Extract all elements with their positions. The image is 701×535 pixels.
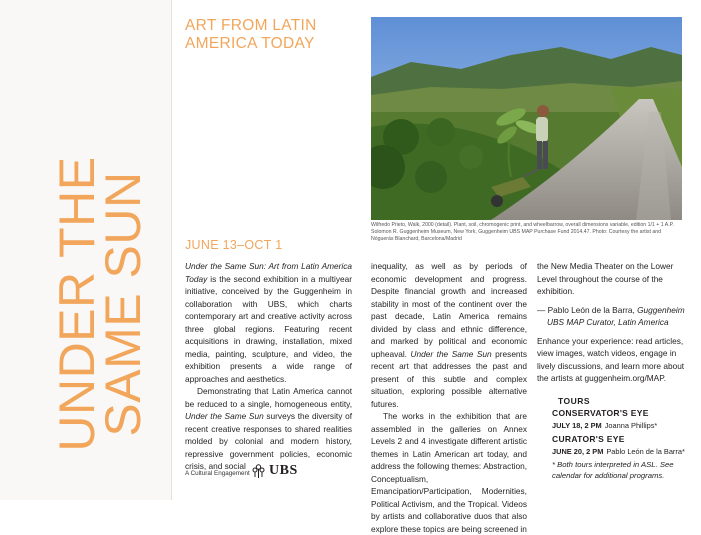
exhibition-title-italic: Under the Same Sun bbox=[410, 348, 492, 359]
enhance-period: . bbox=[663, 373, 666, 383]
subtitle-line2: AMERICA TODAY bbox=[185, 35, 315, 52]
tour1-guide: Joanna Phillips* bbox=[604, 421, 658, 430]
tour2-guide: Pablo León de la Barra* bbox=[606, 447, 685, 456]
inequality-text-rest: presents recent art that addresses the past and present of this subtle and complex situation, exploring possible alternative futures. bbox=[371, 348, 527, 409]
tours-heading: TOURS bbox=[558, 396, 591, 406]
ubs-keys-icon bbox=[252, 464, 265, 479]
tour1-date: JULY 18, 2 PM bbox=[552, 421, 602, 430]
tour2-title: CURATOR'S EYE bbox=[552, 434, 625, 444]
tour1-title: CONSERVATOR'S EYE bbox=[552, 408, 649, 418]
exhibition-title-italic: Under the Same Sun bbox=[185, 411, 264, 421]
diversity-text-rest: surveys the diversity of recent creative responses to shared realities molded by colonial and modern history, repressive government policies, economic crisis, and social bbox=[185, 411, 352, 471]
exhibition-dates: JUNE 13–OCT 1 bbox=[185, 238, 283, 252]
body-column-1 bbox=[185, 260, 352, 473]
cultural-engagement-label: A Cultural Engagement bbox=[185, 470, 250, 477]
exhibition-title-line1: UNDER THE bbox=[49, 156, 105, 452]
subtitle-heading bbox=[185, 17, 360, 53]
curator-name: — Pablo León de la Barra, bbox=[537, 304, 638, 315]
intro-paragraph bbox=[185, 260, 352, 385]
inequality-text-start: inequality, as well as by periods of economic development and progress. Despite financial growth and increased stability in most of the continent over the past decade, Latin America remains divided by class and ethnic difference, and marked by political and economic upheaval. bbox=[371, 261, 527, 359]
media-theater-paragraph: the New Media Theater on the Lower Level throughout the course of the exhibition. bbox=[537, 261, 674, 296]
curator-title: Guggenheim UBS MAP Curator, Latin America bbox=[547, 304, 685, 327]
diversity-paragraph bbox=[185, 385, 352, 473]
tour-footnote: * Both tours interpreted in ASL. See calendar for additional programs. bbox=[552, 460, 674, 480]
themes-paragraph: The works in the exhibition that are assembled in the galleries on Annex Levels 2 and 4 investigate different artistic themes in Latin American art today, and address the following themes: Abstraction, Conceptualism, Emancipation/Participation, Modernities, Political Activism, and the Tropical. Videos by artists and collaborative duos that also explore these topics are being screened in bbox=[371, 411, 527, 534]
body-column-3 bbox=[537, 260, 692, 385]
photo-caption: Wilfredo Prieto, Walk, 2000 (detail). Plant, soil, chromogenic print, and wheelbarrow, overall dimensions variable, edition 1/1 + 1 A.P. Solomon R. Guggenheim Museum, New York, Guggenheim UBS MAP Purchase Fund 2014.47. Photo: Courtesy the artist and Nóguerás Blanchard, Barcelona/Madrid bbox=[371, 222, 674, 242]
curator-attribution bbox=[537, 304, 692, 329]
tour1-schedule bbox=[552, 421, 657, 430]
exhibition-title-line2: SAME SUN bbox=[95, 171, 151, 437]
ubs-logo bbox=[252, 463, 298, 479]
enhance-paragraph bbox=[537, 335, 692, 385]
cover-panel bbox=[0, 0, 172, 500]
body-column-2 bbox=[371, 260, 527, 535]
ubs-wordmark: UBS bbox=[269, 463, 298, 478]
diversity-text-start: Demonstrating that Latin America cannot be reduced to a single, homogeneous entity, bbox=[185, 386, 352, 409]
inequality-paragraph bbox=[371, 260, 527, 410]
artwork-photo bbox=[371, 17, 682, 220]
website-link[interactable]: guggenheim.org/MAP bbox=[584, 373, 664, 383]
subtitle-line1: ART FROM LATIN bbox=[185, 17, 317, 34]
exhibition-title-italic: Under the Same Sun: Art from Latin America Today bbox=[185, 261, 352, 284]
enhance-text: Enhance your experience: read articles, view images, watch videos, engage in lively discussions, and learn more about the artists at bbox=[537, 335, 685, 383]
tour2-schedule bbox=[552, 447, 685, 456]
intro-text: is the second exhibition in a multiyear initiative, conceived by the Guggenheim in collaboration with UBS, which charts contemporary art and creative activity across three global regions. Featuring recent acquisitions in drawing, installation, mixed media, painting, sculpture, and video, the exhibition presents a wide range of approaches and aesthetics. bbox=[185, 273, 352, 384]
exhibition-title bbox=[49, 139, 151, 469]
tour2-date: JUNE 20, 2 PM bbox=[552, 447, 604, 456]
